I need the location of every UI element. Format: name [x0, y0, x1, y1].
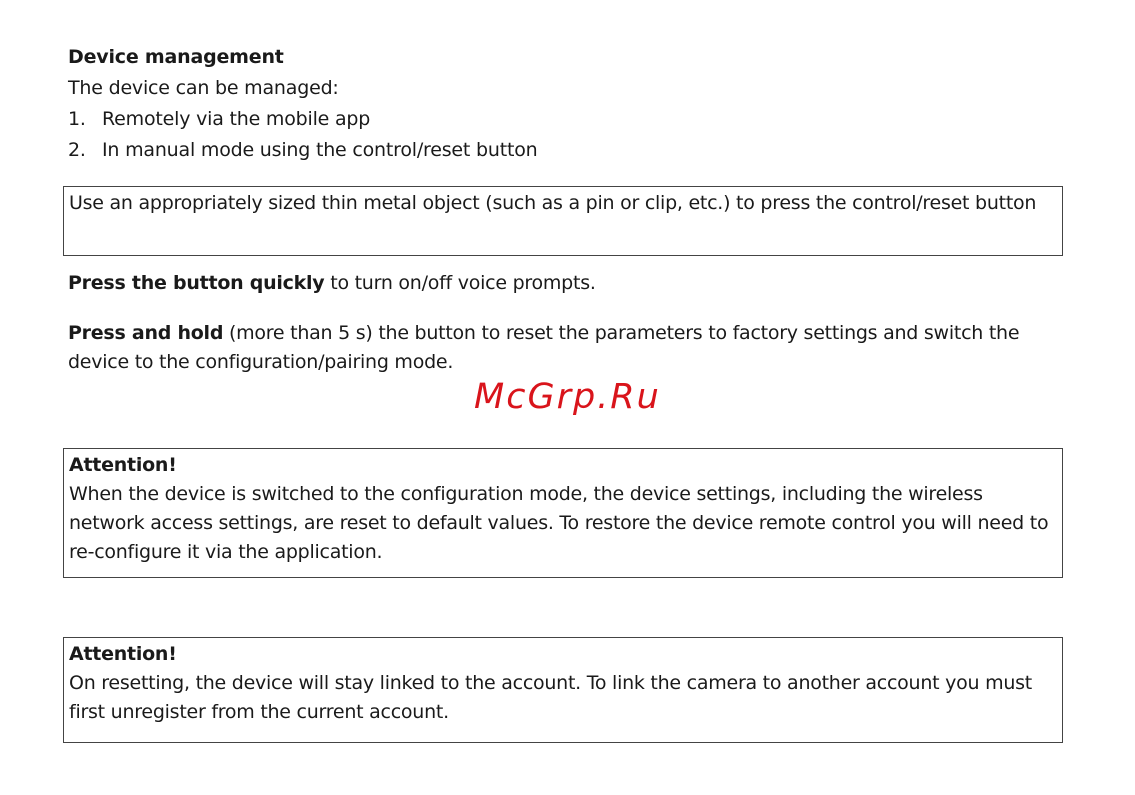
attention-text: On resetting, the device will stay linked to the account. To link the camera to another account you must first unregister from the current account.	[69, 672, 1032, 723]
attention-title: Attention!	[69, 454, 177, 476]
management-methods-list	[68, 107, 537, 169]
note-box	[63, 186, 1063, 256]
list-item-number: 2.	[68, 139, 86, 161]
watermark-logo: McGrp.Ru	[474, 377, 661, 417]
press-hold-bold: Press and hold	[68, 322, 224, 344]
attention-title: Attention!	[69, 643, 177, 665]
quick-press-bold: Press the button quickly	[68, 272, 325, 294]
attention-text: When the device is switched to the configuration mode, the device settings, including the wireless network access settings, are reset to default values. To restore the device remote control you will need to re-configure it via the application.	[69, 483, 1049, 563]
list-item-text: Remotely via the mobile app	[102, 108, 371, 130]
press-hold-text: (more than 5 s) the button to reset the parameters to factory settings and switch the device to the configuration/pairing mode.	[68, 322, 1020, 373]
section-heading: Device management	[68, 46, 284, 68]
list-item-number: 1.	[68, 108, 86, 130]
list-item-text: In manual mode using the control/reset button	[102, 139, 538, 161]
list-item	[68, 138, 537, 169]
quick-press-paragraph	[68, 269, 1068, 298]
list-item	[68, 107, 537, 138]
quick-press-text: to turn on/off voice prompts.	[324, 272, 596, 294]
intro-text: The device can be managed:	[68, 77, 339, 99]
attention-box-account	[63, 637, 1063, 743]
note-text: Use an appropriately sized thin metal object (such as a pin or clip, etc.) to press the control/reset button	[69, 192, 1037, 214]
attention-box-config	[63, 448, 1063, 578]
press-hold-paragraph	[68, 319, 1068, 377]
